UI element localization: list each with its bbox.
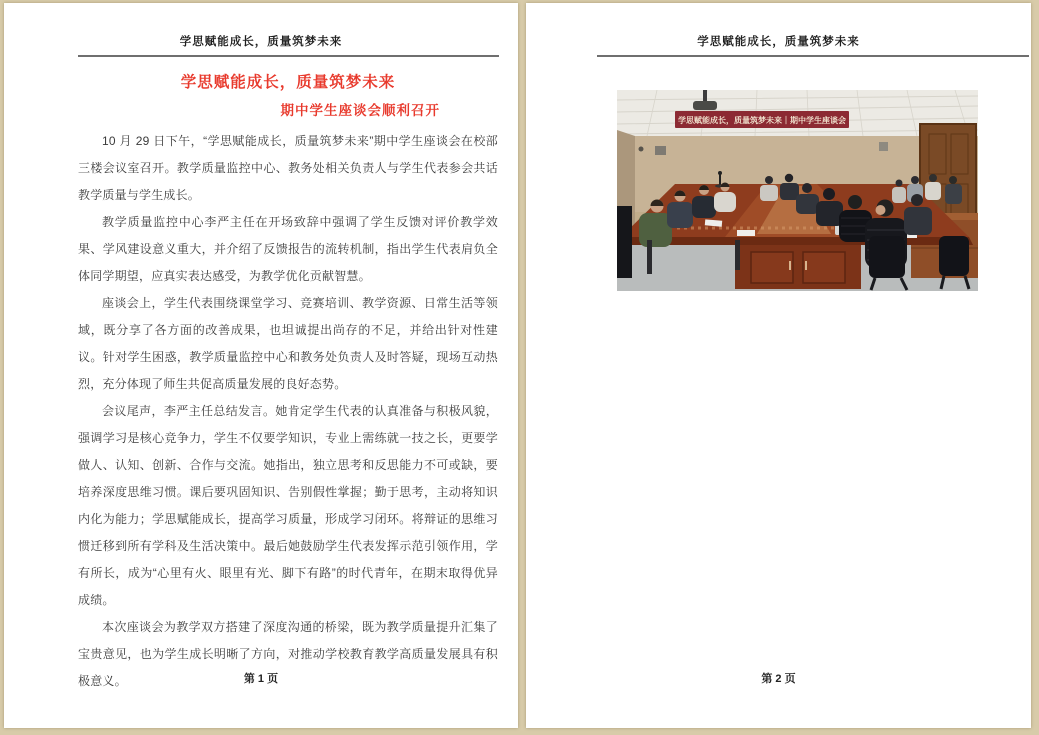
- article-title: 学思赋能成长，质量筑梦未来: [180, 74, 396, 91]
- camera-icon: [639, 147, 644, 152]
- speaker-icon: [655, 146, 666, 155]
- page-1-body: [78, 70, 498, 695]
- banner-text: 学思赋能成长，质量筑梦未来｜期中学生座谈会: [678, 116, 846, 125]
- page-1[interactable]: [4, 3, 518, 728]
- meeting-banner: [675, 111, 849, 128]
- page-2-header-divider: [597, 55, 1029, 57]
- paragraph-2: 教学质量监控中心李严主任在开场致辞中强调了学生反馈对评价教学效果、学风建设意义重大，并介绍了反馈报告的流转机制，指出学生代表肩负全体同学期望，应真实表达感受，为教学优化贡献智慧。: [78, 215, 498, 283]
- paragraph-3: 座谈会上，学生代表围绕课堂学习、竞赛培训、教学资源、日常生活等领域，既分享了各方面的改善成果，也坦诚提出尚存的不足，并给出针对性建议。针对学生困惑，教学质量监控中心和教务处负责人及时答疑，现场互动热烈，充分体现了师生共促高质量发展的良好态势。: [78, 296, 498, 391]
- paragraph-1: 10 月 29 日下午，“学思赋能成长，质量筑梦未来”期中学生座谈会在校部三楼会议室召开。教学质量监控中心、教务处相关负责人与学生代表参会共话教学质量与学生成长。: [78, 134, 498, 202]
- page-2[interactable]: [526, 3, 1031, 728]
- page-1-footer: 第 1 页: [243, 673, 279, 685]
- page-1-header: 学思赋能成长，质量筑梦未来: [179, 36, 343, 48]
- paragraph-5: 本次座谈会为教学双方搭建了深度沟通的桥梁，既为教学质量提升汇集了宝贵意见，也为学生成长明晰了方向，对推动学校教育教学高质量发展具有积极意义。: [78, 620, 498, 688]
- paragraph-4: 会议尾声，李严主任总结发言。她肯定学生代表的认真准备与积极风貌，强调学习是核心竞争力，学生不仅要学知识，专业上需练就一技之长，更要学做人、认知、创新、合作与交流。她指出，独立思考和反思能力不可或缺，要培养深度思维习惯。课后要巩固知识、告别假性掌握；勤于思考，主动将知识内化为能力；学思赋能成长，提高学习质量，形成学习闭环。将辩证的思维习惯迁移到所有学科及生活决策中。最后她鼓励学生代表发挥示范引领作用，学有所长，成为“心里有火、眼里有光、脚下有路”的时代青年，在期末取得优异成绩。: [78, 404, 498, 607]
- meeting-photo[interactable]: [617, 90, 978, 291]
- vent-icon: [879, 142, 888, 151]
- page-1-header-divider: [78, 55, 499, 57]
- article-subtitle: 期中学生座谈会顺利召开: [280, 103, 440, 118]
- page-2-header: 学思赋能成长，质量筑梦未来: [697, 36, 860, 48]
- page-2-footer: 第 2 页: [761, 673, 796, 685]
